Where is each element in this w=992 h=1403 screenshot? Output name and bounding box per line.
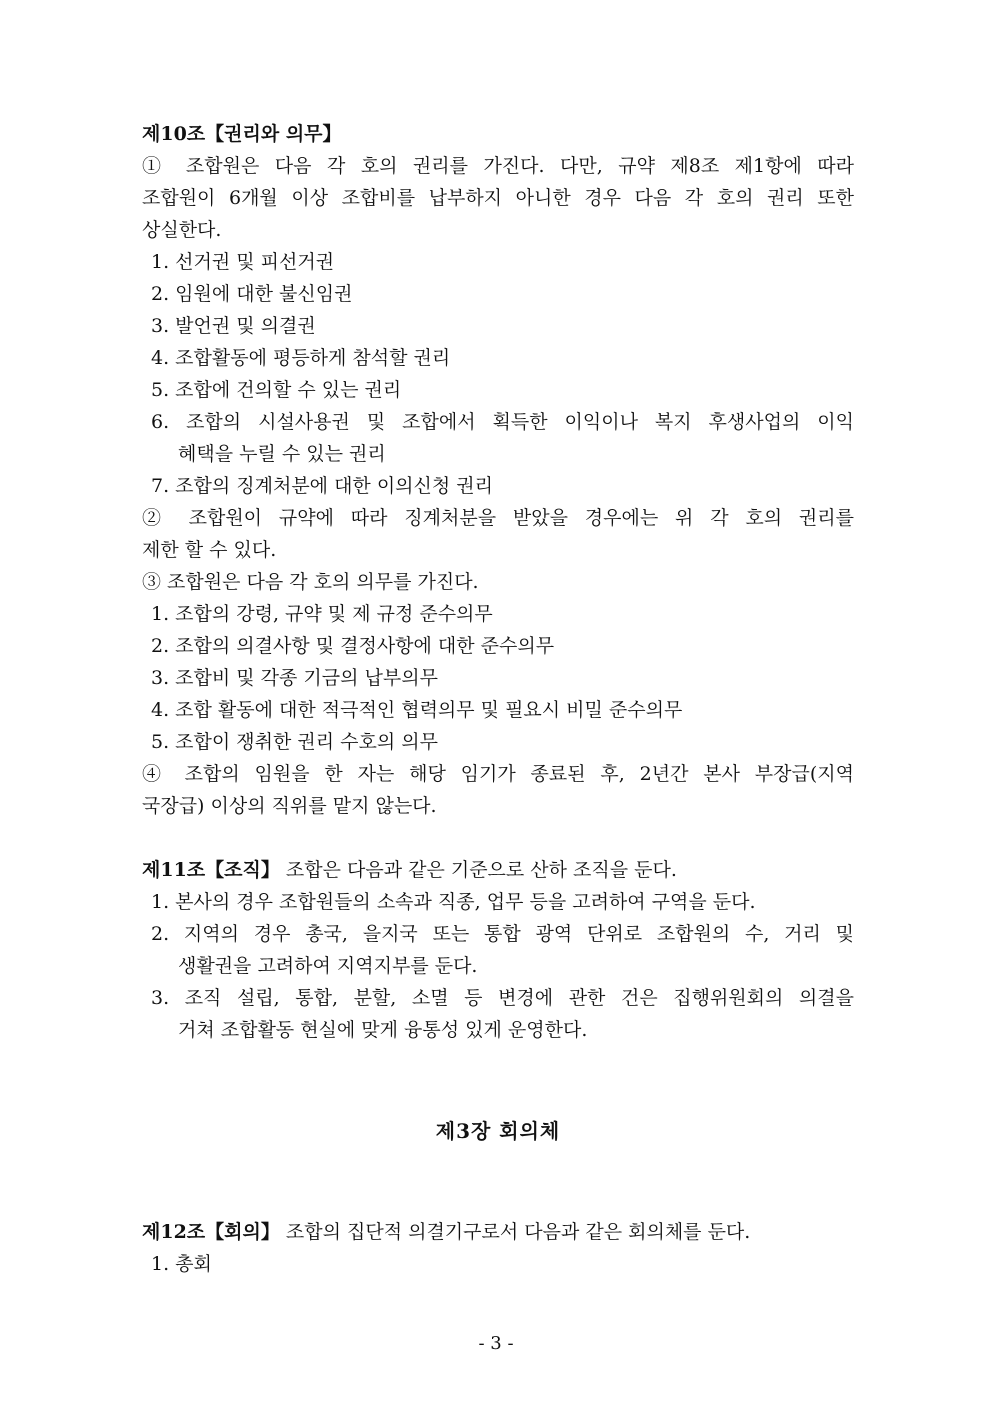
article-11-item-3-line1: 3. 조직 설립, 통합, 분할, 소멸 등 변경에 관한 건은 집행위원회의 의결을 — [151, 987, 854, 1009]
article-10-duty-item-5: 5. 조합이 쟁취한 권리 수호의 의무 — [151, 731, 438, 753]
article-10-duty-item-4: 4. 조합 활동에 대한 적극적인 협력의무 및 필요시 비밀 준수의무 — [151, 699, 683, 721]
article-11-first-line — [142, 854, 854, 886]
article-11-item-1: 1. 본사의 경우 조합원들의 소속과 직종, 업무 등을 고려하여 구역을 둔다. — [151, 891, 756, 913]
article-10-para2-line1: ② 조합원이 규약에 따라 징계처분을 받았을 경우에는 위 각 호의 권리를 — [142, 507, 854, 529]
article-11-item-2-line1: 2. 지역의 경우 총국, 을지국 또는 통합 광역 단위로 조합원의 수, 거리 및 — [151, 923, 854, 945]
article-10-right-item-4: 4. 조합활동에 평등하게 참석할 권리 — [151, 347, 451, 369]
article-10-heading: 제10조【권리와 의무】 — [142, 123, 342, 145]
article-10-right-item-6-line1: 6. 조합의 시설사용권 및 조합에서 획득한 이익이나 복지 후생사업의 이익 — [151, 411, 854, 433]
article-10-right-item-3: 3. 발언권 및 의결권 — [151, 315, 316, 337]
article-12-intro: 조합의 집단적 의결기구로서 다음과 같은 회의체를 둔다. — [279, 1221, 751, 1243]
article-11-heading: 제11조【조직】 — [142, 859, 280, 881]
article-10-para4-line2: 국장급) 이상의 직위를 맡지 않는다. — [142, 795, 437, 817]
article-10-para3: ③ 조합원은 다음 각 호의 의무를 가진다. — [142, 571, 479, 593]
article-11-item-2-line2: 생활권을 고려하여 지역지부를 둔다. — [178, 955, 478, 977]
article-10-para1-line2: 조합원이 6개월 이상 조합비를 납부하지 아니한 경우 다음 각 호의 권리 또한 — [142, 187, 854, 209]
article-10-right-item-5: 5. 조합에 건의할 수 있는 권리 — [151, 379, 402, 401]
article-10-right-item-7: 7. 조합의 징계처분에 대한 이의신청 권리 — [151, 475, 493, 497]
article-12-item-1: 1. 총회 — [151, 1253, 212, 1275]
article-11-item-3-line2: 거쳐 조합활동 현실에 맞게 융통성 있게 운영한다. — [178, 1019, 588, 1041]
chapter-3-title: 제3장 회의체 — [435, 1119, 561, 1143]
article-10-para4-line1: ④ 조합의 임원을 한 자는 해당 임기가 종료된 후, 2년간 본사 부장급(지역 — [142, 763, 854, 785]
page-number: - 3 - — [478, 1333, 514, 1354]
chapter-3-block — [142, 1046, 854, 1216]
article-10-right-item-6-line2: 혜택을 누릴 수 있는 권리 — [178, 443, 386, 465]
article-10-duty-item-1: 1. 조합의 강령, 규약 및 제 규정 준수의무 — [151, 603, 493, 625]
article-10-para2-line2: 제한 할 수 있다. — [142, 539, 277, 561]
article-11-intro: 조합은 다음과 같은 기준으로 산하 조직을 둔다. — [279, 859, 677, 881]
document-page — [142, 118, 854, 1280]
article-12-heading: 제12조【회의】 — [142, 1221, 280, 1243]
article-12-first-line — [142, 1216, 854, 1248]
article-spacer — [142, 822, 854, 854]
article-10-duty-item-2: 2. 조합의 의결사항 및 결정사항에 대한 준수의무 — [151, 635, 555, 657]
article-10-right-item-2: 2. 임원에 대한 불신임권 — [151, 283, 353, 305]
article-10-duty-item-3: 3. 조합비 및 각종 기금의 납부의무 — [151, 667, 438, 689]
article-10-para1-line3: 상실한다. — [142, 219, 222, 241]
article-10-para1-line1: ① 조합원은 다음 각 호의 권리를 가진다. 다만, 규약 제8조 제1항에 따라 — [142, 155, 854, 177]
article-10-right-item-1: 1. 선거권 및 피선거권 — [151, 251, 335, 273]
